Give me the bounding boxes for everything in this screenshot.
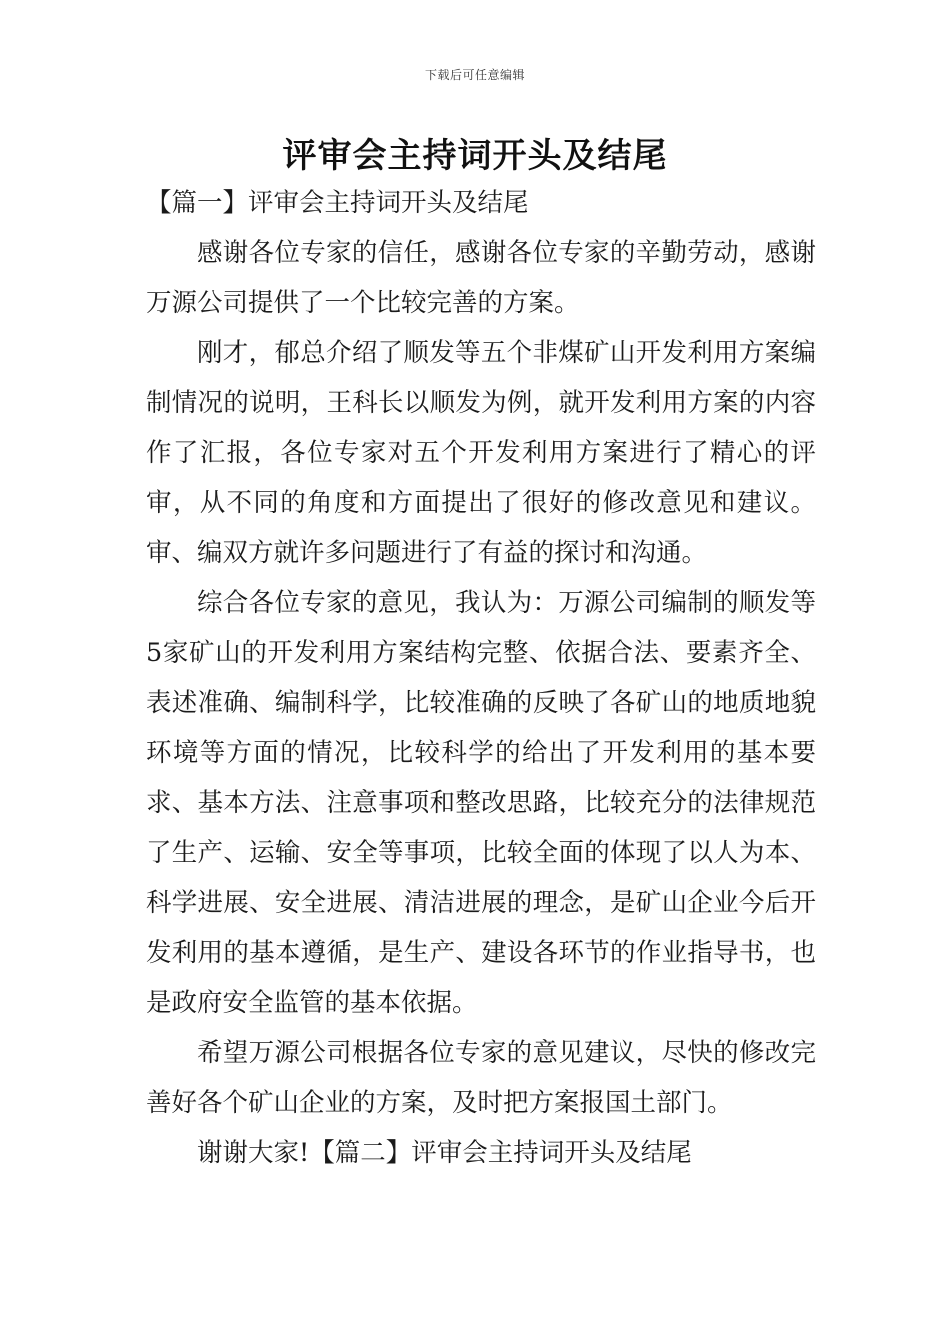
section-heading: 【篇一】评审会主持词开头及结尾 [146,188,529,218]
paragraph-expectation: 希望万源公司根据各位专家的意见建议，尽快的修改完善好各个矿山企业的方案，及时把方案报国土部门。 [146,1038,816,1118]
header-note: 下载后可任意编辑 [424,68,525,82]
paragraph-opinion: 综合各位专家的意见，我认为：万源公司编制的顺发等5家矿山的开发利用方案结构完整、依据合法、要素齐全、表述准确、编制科学，比较准确的反映了各矿山的地质地貌环境等方面的情况，比较科学的给出了开发利用的基本要求、基本方法、注意事项和整改思路，比较充分的法律规范了生产、运输、安全等事项，比较全面的体现了以人为本、科学进展、安全进展、清洁进展的理念，是矿山企业今后开发利用的基本遵循，是生产、建设各环节的作业指导书，也是政府安全监管的基本依据。 [146,588,816,1018]
paragraph-thanks: 感谢各位专家的信任，感谢各位专家的辛勤劳动，感谢万源公司提供了一个比较完善的方案。 [146,238,816,318]
document-title: 评审会主持词开头及结尾 [282,136,668,176]
paragraph-closing: 谢谢大家!【篇二】评审会主持词开头及结尾 [197,1138,692,1168]
document-body [146,178,816,1178]
paragraph-review-summary: 刚才，郁总介绍了顺发等五个非煤矿山开发利用方案编制情况的说明，王科长以顺发为例，就开发利用方案的内容作了汇报，各位专家对五个开发利用方案进行了精心的评审，从不同的角度和方面提出了很好的修改意见和建议。审、编双方就许多问题进行了有益的探讨和沟通。 [146,338,816,568]
